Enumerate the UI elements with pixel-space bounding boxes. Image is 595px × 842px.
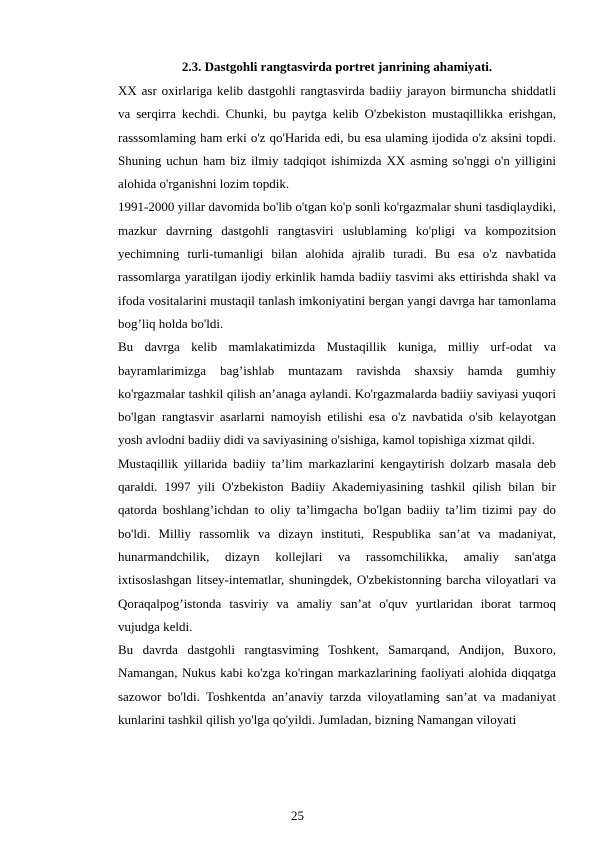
page-number: 25	[291, 808, 304, 823]
paragraph-3: Bu davrga kelib mamlakatimizda Mustaqillik kuniga, milliy urf-odat va bayramlarimizga bag’ishlab muntazam ravishda shaxsiy hamda gumhiy ko'rgazmalar tashkil qilish an’anaga aylandi. Ko'rgazmalarda badiiy saviyasi yuqori bo'lgan rangtasvir asarlarni namoyish etilishi esa o'z navbatida o'sib kelayotgan yosh avlodni badiiy didi va saviyasining o'sishiga, kamol topishiga xizmat qildi.	[118, 339, 556, 448]
document-page	[118, 50, 556, 731]
paragraph-2: 1991-2000 yillar davomida bo'lib o'tgan ko'p sonli ko'rgazmalar shuni tasdiqlaydiki, mazkur davrning dastgohli rangtasviri uslublaming ko'pligi va kompozitsion yechimning turli-tumanligi bilan alohida ajralib turadi. Bu esa o'z navbatida rassomlarga yaratilgan ijodiy erkinlik hamda badiiy tasvimi aks ettirishda shakl va ifoda vositalarini mustaqil tanlash imkoniyatini bergan yangi davrga har tamonlama bog’liq holda bo'ldi.	[118, 199, 556, 331]
paragraph-5: Bu davrda dastgohli rangtasviming Toshkent, Samarqand, Andijon, Buxoro, Namangan, Nukus kabi ko'zga ko'ringan markazlarining faoliyati alohida diqqatga sazowor bo'ldi. Toshkentda an’anaviy tarzda viloyatlaming san’at va madaniyat kunlarini tashkil qilish yo'lga qo'yildi. Jumladan, bizning Namangan viloyati	[118, 642, 556, 728]
section-heading: 2.3. Dastgohli rangtasvirda portret janrining ahamiyati.	[181, 59, 493, 74]
paragraph-4: Mustaqillik yillarida badiiy ta’lim markazlarini kengaytirish dolzarb masala deb qaraldi. 1997 yili O'zbekiston Badiiy Akademiyasining tashkil qilish bilan bir qatorda boshlang’ichdan to oliy ta’limgacha bo'lgan badiiy ta’lim tizimi pay do bo'ldi. Milliy rassomlik va dizayn instituti, Respublika san’at va madaniyat, hunarmandchilik, dizayn kollejlari va rassomchilikka, amaliy san'atga ixtisoslashgan litsey-intematlar, shuningdek, O'zbekistonning barcha viloyatlari va Qoraqalpog’istonda tasviriy va amaliy san’at o'quv yurtlaridan iborat tarmoq vujudga keldi.	[118, 455, 556, 634]
paragraph-1: XX asr oxirlariga kelib dastgohli rangtasvirda badiiy jarayon birmuncha shiddatli va serqirra kechdi. Chunki, bu paytga kelib O'zbekiston mustaqillikka erishgan, rasssomlaming ham erki o'z qo'Harida edi, bu esa ulaming ijodida o'z aksini topdi. Shuning uchun ham biz ilmiy tadqiqot ishimizda XX asming so'nggi o'n yilligini alohida o'rganishni lozim topdik.	[118, 83, 556, 192]
